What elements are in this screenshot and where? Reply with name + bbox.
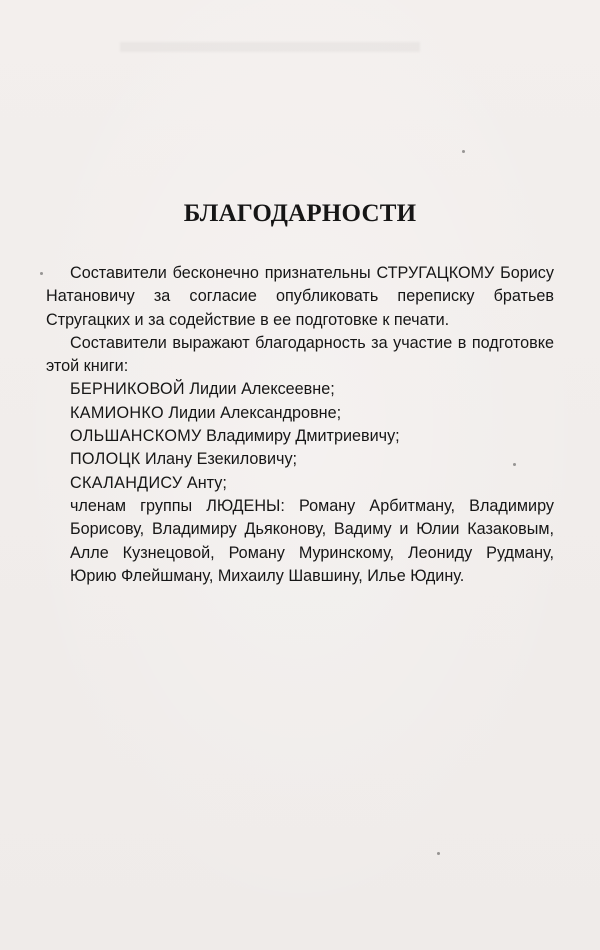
participant-surname: ПОЛОЦК [70, 450, 141, 469]
paper-speck [40, 272, 43, 275]
list-item [46, 448, 554, 471]
participant-name: Анту; [186, 473, 227, 492]
participant-surname: КАМИОНКО [70, 403, 164, 422]
participant-name: Лидии Алексеевне; [189, 380, 335, 399]
list-item [46, 472, 554, 495]
acknowledgements-text [46, 262, 554, 588]
participant-name: Лидии Александровне; [168, 403, 342, 422]
list-item-group: членам группы ЛЮДЕНЫ: Роману Арбитману, Владимиру Борисову, Владимиру Дьяконову, Вадиму и Юлии Казаковым, Алле Кузнецовой, Роману Муринскому, Леониду Рудману, Юрию Флейшману, Михаилу Шавшину, Илье Юдину. [70, 496, 554, 585]
participant-surname: СКАЛАНДИСУ [70, 473, 183, 492]
participant-surname: БЕРНИКОВОЙ [70, 380, 185, 399]
participant-name: Владимиру Дмитриевичу; [206, 427, 400, 446]
list-item [46, 402, 554, 425]
bleed-through-shadow [120, 42, 420, 52]
participants-list [46, 378, 554, 588]
participant-name: Илану Езекиловичу; [144, 450, 298, 469]
list-item [46, 378, 554, 401]
paragraph-participants: Составители выражают благодарность за участие в подготовке этой книги: [46, 333, 554, 376]
paper-speck [437, 852, 440, 855]
paragraph-gratitude: Составители бесконечно признательны СТРУГАЦКОМУ Борису Натановичу за согласие опубликовать переписку братьев Стругацких и за содействие в ее подготовке к печати. [46, 264, 554, 329]
participant-surname: ОЛЬШАНСКОМУ [70, 427, 202, 446]
list-item [46, 425, 554, 448]
paper-speck [462, 150, 465, 153]
page-title: БЛАГОДАРНОСТИ [183, 200, 417, 227]
